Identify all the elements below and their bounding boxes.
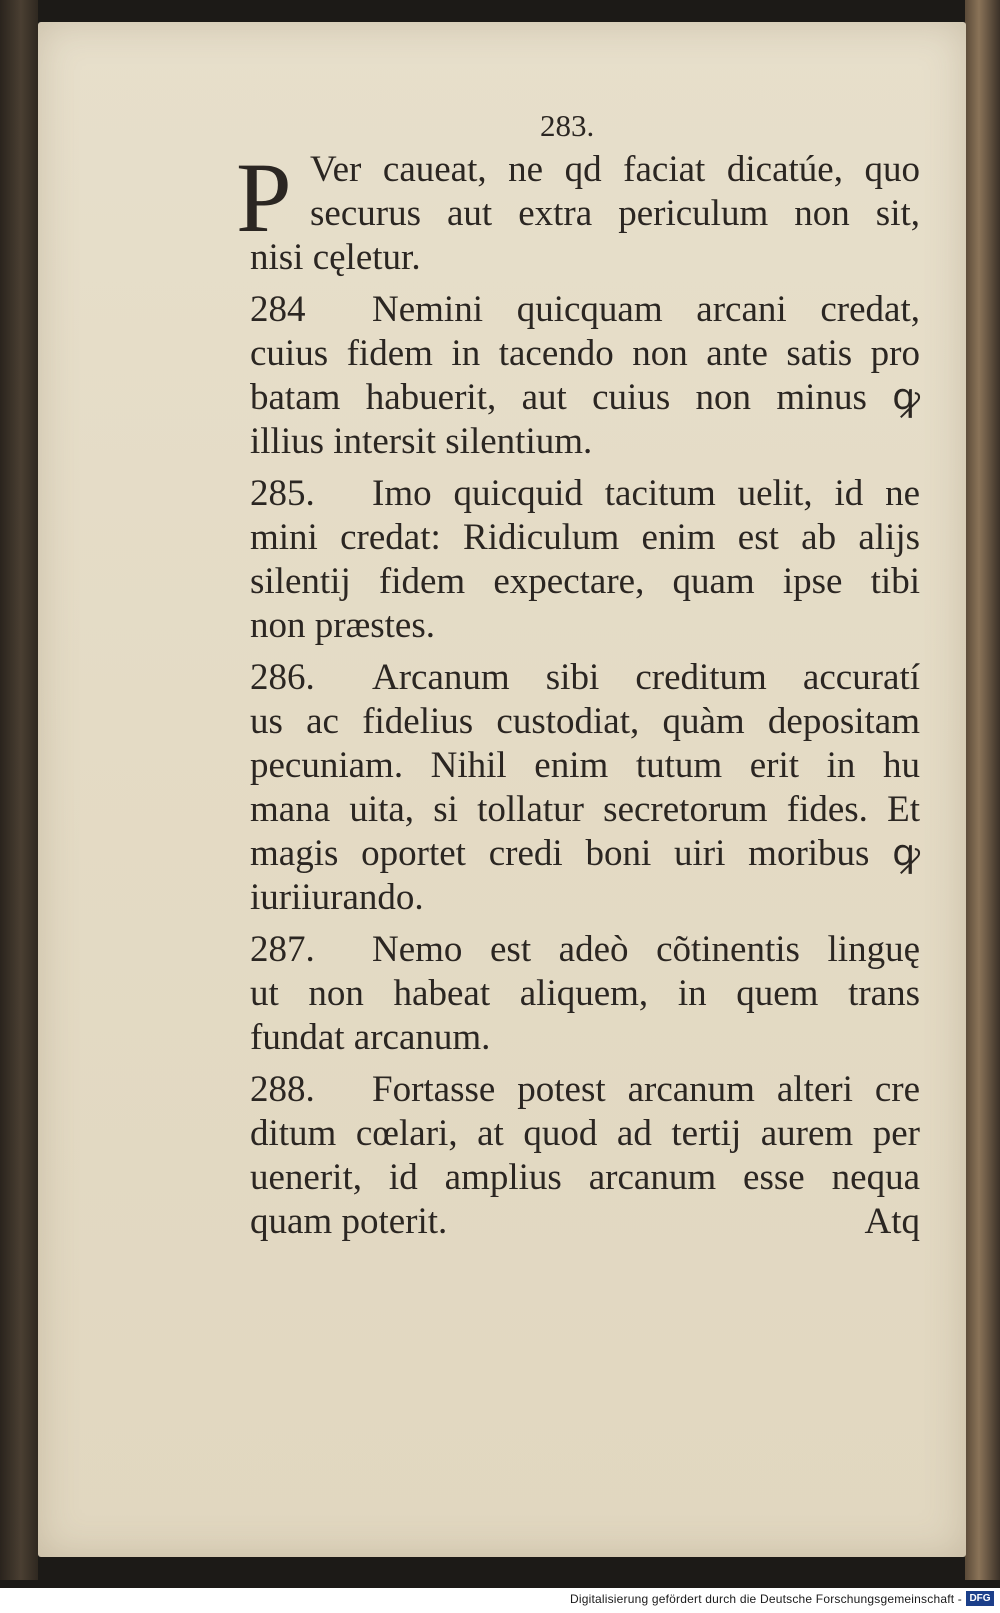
- text-line: ditum cœlari, at quod ad tertij aurem per: [250, 1113, 920, 1154]
- text-line: mini credat: Ridiculum enim est ab alijs: [250, 517, 920, 558]
- paragraph-number: 288.: [250, 1069, 315, 1110]
- text-line: silentij fidem expectare, quam ipse tibi: [250, 561, 920, 602]
- paragraph-286: [250, 656, 920, 920]
- paragraph-number: 285.: [250, 473, 315, 514]
- text-line: Fortasse potest arcanum alteri cre: [372, 1069, 920, 1110]
- text-line: illius intersit silentium.: [250, 421, 593, 462]
- text-line: Arcanum sibi creditum accuratí: [372, 657, 920, 698]
- text-line: us ac fidelius custodiat, quàm depositam: [250, 701, 920, 742]
- paragraph-284: [250, 288, 920, 464]
- paragraph-287: [250, 928, 920, 1060]
- text-line: iuriiurando.: [250, 877, 424, 918]
- book-binding-left: [0, 0, 38, 1580]
- text-line: nisi cęletur.: [250, 237, 421, 278]
- drop-cap: P: [236, 142, 292, 253]
- footer-bar: [0, 1588, 1000, 1613]
- dfg-logo-icon: DFG: [966, 1591, 994, 1606]
- paragraph-288: [250, 1068, 920, 1244]
- text-line: batam habuerit, aut cuius non minus ꝙ: [250, 377, 920, 418]
- paragraph-285: [250, 472, 920, 648]
- page-text: [250, 108, 920, 1244]
- text-line: mana uita, si tollatur secretorum fides. Et: [250, 789, 920, 830]
- text-line: cuius fidem in tacendo non ante satis pro: [250, 333, 920, 374]
- book-binding-right: [965, 0, 1000, 1580]
- paragraph-number: 287.: [250, 929, 315, 970]
- catchword: Atq: [864, 1201, 920, 1242]
- text-line: Ver caueat, ne qd faciat dicatúe, quo: [310, 149, 920, 190]
- paragraph-number: 284: [250, 289, 306, 330]
- text-line: Nemini quicquam arcani credat,: [372, 289, 920, 330]
- text-line: Nemo est adeò cõtinentis linguę: [372, 929, 920, 970]
- paragraph-number: 286.: [250, 657, 315, 698]
- text-line: magis oportet credi boni uiri moribus ꝙ: [250, 833, 920, 874]
- text-line: pecuniam. Nihil enim tutum erit in hu: [250, 745, 920, 786]
- page-number: 283.: [540, 108, 595, 143]
- text-line: uenerit, id amplius arcanum esse nequa: [250, 1157, 920, 1198]
- text-line: Imo quicquid tacitum uelit, id ne: [372, 473, 920, 514]
- text-line: securus aut extra periculum non sit,: [310, 193, 920, 234]
- text-line: fundat arcanum.: [250, 1017, 491, 1058]
- footer-credit: Digitalisierung gefördert durch die Deutsche Forschungsgemeinschaft -: [570, 1592, 962, 1606]
- text-line: ut non habeat aliquem, in quem trans: [250, 973, 920, 1014]
- text-line: quam poterit.: [250, 1201, 448, 1242]
- text-line: non præstes.: [250, 605, 435, 646]
